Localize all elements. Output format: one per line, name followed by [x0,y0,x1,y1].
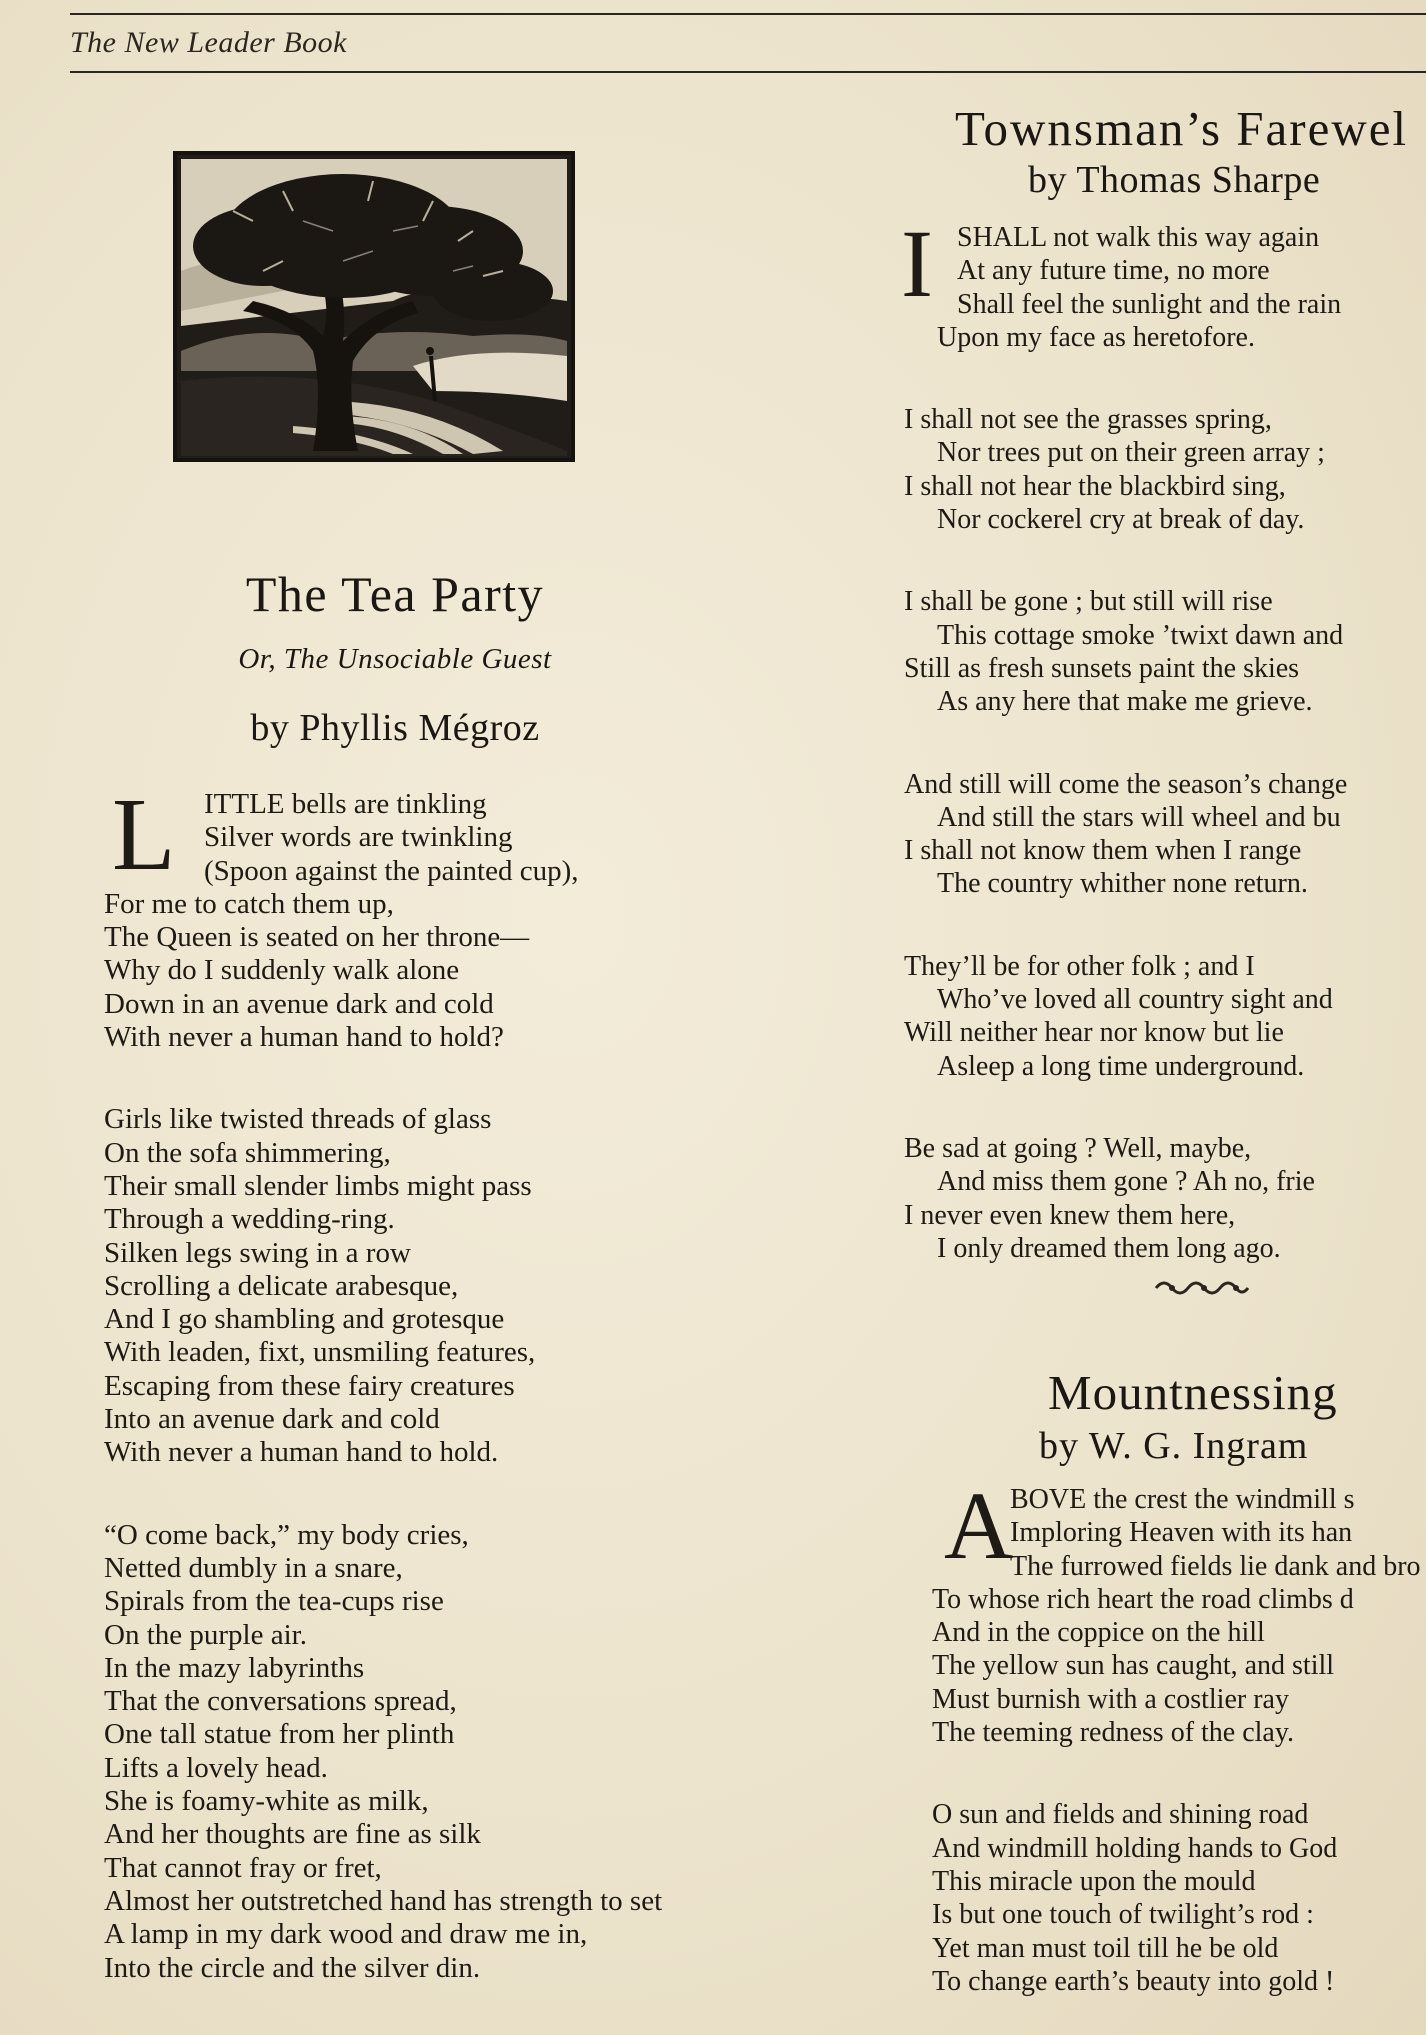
poem-line: They’ll be for other folk ; and I [904,950,1255,982]
stanza-break [904,1083,1347,1132]
poem-line: Imploring Heaven with its han [1010,1517,1353,1549]
stanza-break [904,536,1347,585]
poem-line: I shall not see the grasses spring, [904,404,1272,436]
poem-line: Netted dumbly in a snare, [104,1551,403,1584]
poem-line: (Spoon against the painted cup), [204,854,579,887]
poem-line: This cottage smoke ’twixt dawn and [937,619,1344,651]
poem-line: SHALL not walk this way again [957,222,1320,253]
poem-line: Asleep a long time underground. [937,1050,1305,1082]
poem-subtitle-tea-party: Or, The Unsociable Guest [238,643,552,675]
poem-line: And miss them gone ? Ah no, frie [937,1166,1315,1198]
poem-line: And in the coppice on the hill [932,1617,1265,1649]
poem-line: Silken legs swing in a row [104,1236,411,1269]
poem-line: I shall not know them when I range [904,835,1302,867]
poem-line: Is but one touch of twilight’s rod : [932,1899,1314,1931]
stanza-break [104,1054,662,1103]
poem-line: Who’ve loved all country sight and [937,984,1333,1016]
poem-line: Through a wedding-ring. [104,1203,395,1236]
poem-line: Nor cockerel cry at break of day. [937,504,1305,536]
poem-line: The yellow sun has caught, and still [932,1650,1335,1682]
poem-line: Be sad at going ? Well, maybe, [904,1132,1252,1164]
poem-line: With never a human hand to hold. [104,1436,499,1469]
poem-line: To whose rich heart the road climbs d [932,1583,1354,1615]
poem-line: With leaden, fixt, unsmiling features, [104,1336,536,1369]
header-rule-top [70,13,1426,15]
poem-line: The teeming redness of the clay. [932,1717,1295,1749]
poem-line: On the sofa shimmering, [104,1136,391,1169]
poem-body-tea-party [104,777,663,1985]
dropcap-a: A [944,1472,1014,1579]
ornament-divider [1152,1276,1252,1298]
stanza-break [932,1749,1354,1798]
poem-byline-townsmans-farewell: by Thomas Sharpe [1028,159,1321,201]
poem-line: I never even knew them here, [904,1199,1236,1231]
poem-line: This miracle upon the mould [932,1865,1256,1897]
poem-line: The country whither none return. [937,868,1308,900]
poem-line: Their small slender limbs might pass [104,1169,532,1202]
stanza-break [904,719,1347,768]
poem-byline-mountnessing: by W. G. Ingram [1039,1425,1309,1467]
poem-line: Still as fresh sunsets paint the skies [904,652,1300,684]
poem-line: And windmill holding hands to God [932,1832,1338,1864]
poem-line: Down in an avenue dark and cold [104,987,494,1020]
stanza-break [904,901,1347,950]
running-head: The New Leader Book [70,26,347,59]
poem-line: Girls like twisted threads of glass [104,1103,492,1136]
poem-line: Nor trees put on their green array ; [937,437,1325,469]
poem-line: And her thoughts are fine as silk [104,1818,481,1851]
poem-line: I only dreamed them long ago. [937,1232,1281,1264]
poem-line: The furrowed fields lie dank and bro [1010,1550,1421,1582]
poem-line: Upon my face as heretofore. [937,321,1255,353]
poem-line: At any future time, no more [957,255,1270,287]
poem-line: That cannot fray or fret, [104,1851,382,1884]
poem-line: Into the circle and the silver din. [104,1951,481,1984]
poem-line: To change earth’s beauty into gold ! [932,1965,1335,1997]
dropcap-i: I [901,210,933,317]
stanza-break [104,1470,662,1519]
poem-line: That the conversations spread, [104,1685,457,1718]
poem-line: With never a human hand to hold? [104,1021,504,1054]
poem-line: O sun and fields and shining road [932,1799,1309,1831]
stanza-break [904,354,1347,403]
woodcut-illustration [173,151,575,462]
poem-line: On the purple air. [104,1618,307,1651]
poem-title-mountnessing: Mountnessing [1048,1365,1338,1420]
poem-line: And still will come the season’s change [904,768,1348,800]
poem-line: Scrolling a delicate arabesque, [104,1269,459,1302]
poem-title-townsmans-farewell: Townsman’s Farewel [955,101,1409,156]
header-rule-bottom [70,71,1426,73]
poem-line: She is foamy-white as milk, [104,1785,429,1818]
poem-line: Why do I suddenly walk alone [104,954,460,987]
poem-line: Yet man must toil till he be old [932,1932,1279,1964]
poem-line: And I go shambling and grotesque [104,1303,505,1336]
poem-byline-tea-party: by Phyllis Mégroz [250,707,540,749]
poem-line: I shall not hear the blackbird sing, [904,470,1286,502]
poem-line: As any here that make me grieve. [937,686,1313,718]
poem-line: Shall feel the sunlight and the rain [957,288,1342,320]
poem-line: I shall be gone ; but still will rise [904,586,1273,618]
poem-line: In the mazy labyrinths [104,1651,365,1684]
poem-line: A lamp in my dark wood and draw me in, [104,1918,588,1951]
poem-line: Almost her outstretched hand has strength to set [104,1884,663,1917]
poem-line: One tall statue from her plinth [104,1718,455,1751]
poem-body-townsmans-farewell [901,210,1348,1265]
poem-line: And still the stars will wheel and bu [937,801,1341,833]
poem-line: Escaping from these fairy creatures [104,1369,515,1402]
poem-title-tea-party: The Tea Party [245,566,545,622]
poem-line: “O come back,” my body cries, [104,1518,469,1551]
poem-line: Spirals from the tea-cups rise [104,1585,444,1618]
poem-line: Must burnish with a costlier ray [932,1683,1289,1715]
poem-line: Into an avenue dark and cold [104,1403,440,1436]
poem-line: The Queen is seated on her throne— [104,921,530,954]
poem-line: Will neither hear nor know but lie [904,1017,1284,1049]
dropcap-l: L [112,777,176,892]
poem-line: BOVE the crest the windmill s [1010,1484,1355,1515]
poem-line: ITTLE bells are tinkling [204,788,487,820]
poem-line: Silver words are twinkling [204,821,513,854]
poem-body-mountnessing [932,1472,1421,1998]
poem-line: Lifts a lovely head. [104,1751,328,1784]
poem-line: For me to catch them up, [104,887,394,920]
